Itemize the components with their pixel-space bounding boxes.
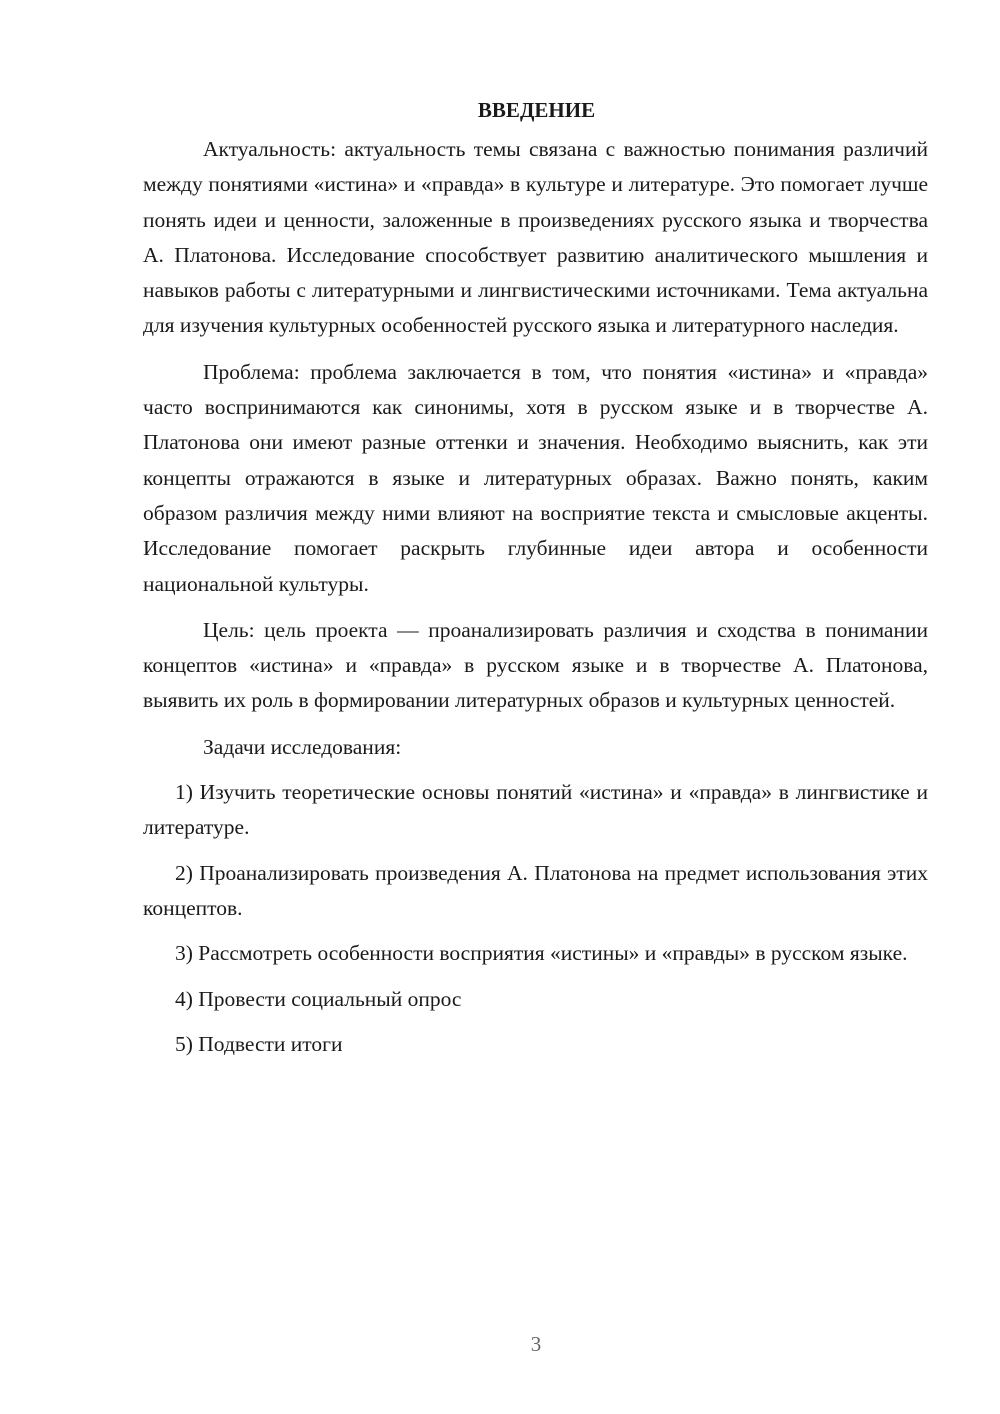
task-item-3: 3) Рассмотреть особенности восприятия «истины» и «правды» в русском языке.	[175, 941, 908, 966]
section-title: ВВЕДЕНИЕ	[477, 98, 596, 122]
paragraph-goal: Цель: цель проекта — проанализировать различия и сходства в понимании концептов «истина» и «правда» в русском языке и в творчестве А. Платонова, выявить их роль в формировании литературных образов и культурных ценностей.	[143, 617, 928, 713]
tasks-heading: Задачи исследования:	[203, 734, 402, 759]
document-page	[143, 88, 928, 1062]
task-item-5: 5) Подвести итоги	[175, 1031, 343, 1056]
task-item-4: 4) Провести социальный опрос	[175, 986, 462, 1011]
paragraph-relevance: Актуальность: актуальность темы связана с важностью понимания различий между понятиями «истина» и «правда» в культуре и литературе. Это помогает лучше понять идеи и ценности, заложенные в произведениях русского языка и творчества А. Платонова. Исследование способствует развитию аналитического мышления и навыков работы с литературными и лингвистическими источниками. Тема актуальна для изучения культурных особенностей русского языка и литературного наследия.	[143, 137, 928, 338]
page-number: 3	[530, 1332, 542, 1356]
paragraph-problem: Проблема: проблема заключается в том, что понятия «истина» и «правда» часто воспринимаются как синонимы, хотя в русском языке и в творчестве А. Платонова они имеют разные оттенки и значения. Необходимо выяснить, как эти концепты отражаются в языке и литературных образах. Важно понять, каким образом различия между ними влияют на восприятие текста и смысловые акценты. Исследование помогает раскрыть глубинные идеи автора и особенности национальной культуры.	[143, 359, 928, 596]
task-item-1: 1) Изучить теоретические основы понятий «истина» и «правда» в лингвистике и литературе.	[143, 780, 928, 840]
task-item-2: 2) Проанализировать произведения А. Платонова на предмет использования этих концептов.	[143, 860, 928, 920]
